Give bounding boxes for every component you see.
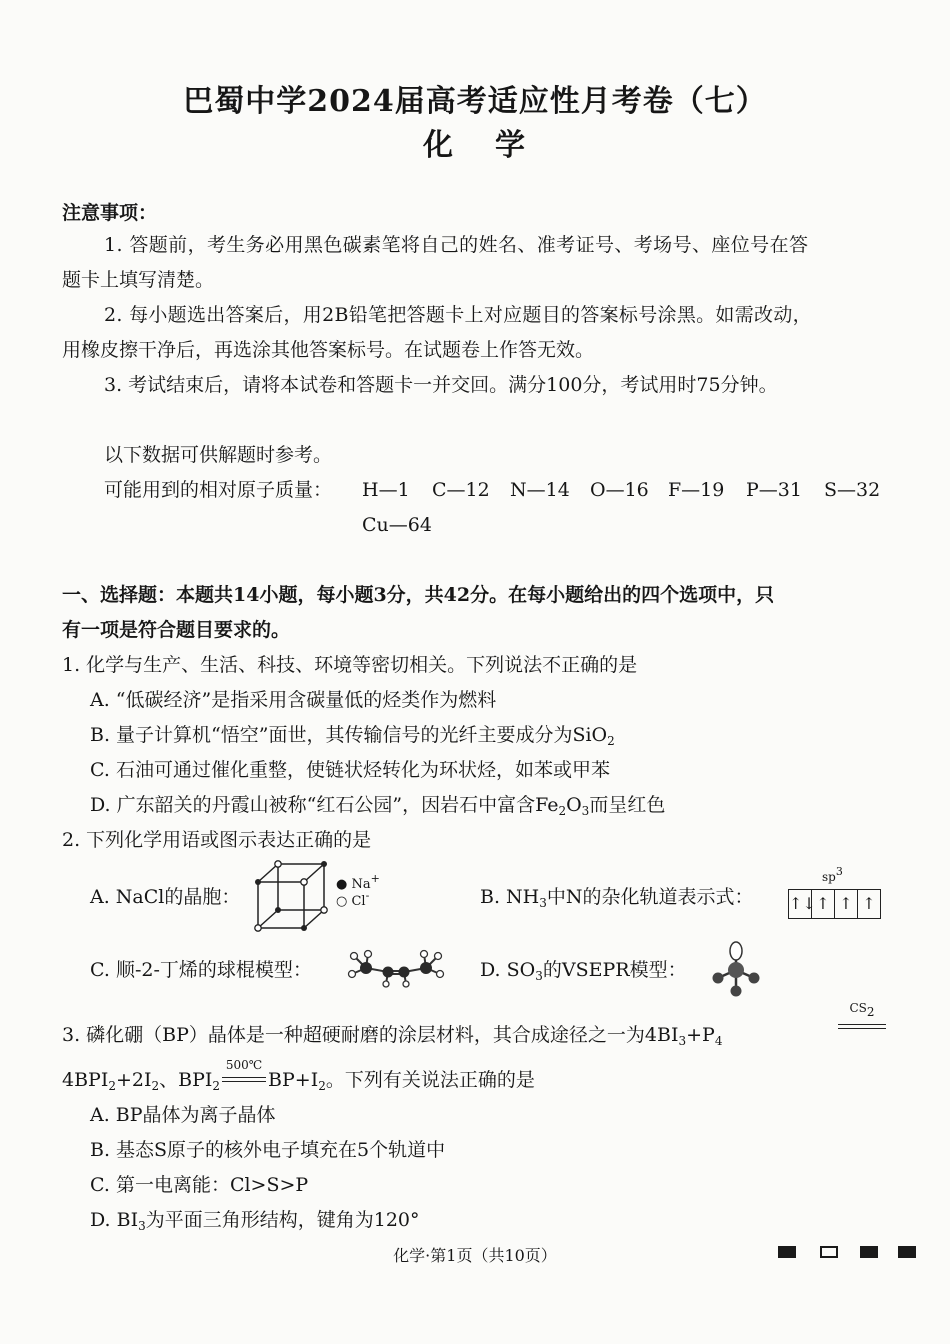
section-1-heading: 一、选择题：本题共14小题，每小题3分，共42分。在每小题给出的四个选项中，只 [62, 584, 775, 606]
q2-option-c-label: C. 顺-2-丁烯的球棍模型： [90, 959, 312, 981]
q3-option-a: A. BP晶体为离子晶体 [90, 1104, 276, 1126]
q3-stem-line-2: $4BPI_2+2I_2$、$BPI_2$ 500℃ $BP+I_2$。下列有关说法正确的是 [62, 1058, 535, 1093]
mass-f: F—19 [668, 479, 725, 501]
notice-item-2-cont: 用橡皮擦干净后，再选涂其他答案标号。在试题卷上作答无效。 [62, 339, 595, 361]
notice-heading: 注意事项： [62, 202, 158, 224]
mass-n: N—14 [510, 479, 570, 501]
registration-mark [820, 1246, 838, 1258]
nacl-unit-cell-diagram [252, 860, 332, 932]
registration-mark [860, 1246, 878, 1258]
orbital-box-3: ↑ [835, 890, 858, 918]
subject-title: 化学 [423, 128, 567, 163]
orbital-box-diagram [788, 889, 881, 919]
orbital-box-1: ↑↓ [789, 890, 812, 918]
mass-h: H—1 [362, 479, 410, 501]
registration-mark [778, 1246, 796, 1258]
reaction-condition-500c: 500℃ [222, 1067, 266, 1093]
q1-option-b: B. 量子计算机“悟空”面世，其传输信号的光纤主要成分为SiO$_2$ [90, 724, 615, 748]
sp3-label: $sp^3$ [822, 865, 843, 884]
mass-s: S—32 [824, 479, 881, 501]
legend-na: ● Na+ [336, 872, 380, 892]
orbital-box-2: ↑ [812, 890, 835, 918]
q2-option-d: D. $SO_3$的VSEPR模型： [480, 959, 687, 983]
mass-c: C—12 [432, 479, 490, 501]
notice-item-2: 2. 每小题选出答案后，用2B铅笔把答题卡上对应题目的答案标号涂黑。如需改动， [104, 304, 812, 326]
cis-2-butene-ball-stick-model [344, 944, 448, 988]
q3-option-d: D. $BI_3$为平面三角形结构，键角为120° [90, 1209, 420, 1233]
q2-option-a-label: A. NaCl的晶胞： [90, 886, 241, 908]
q1-option-c: C. 石油可通过催化重整，使链状烃转化为环状烃，如苯或甲苯 [90, 759, 610, 781]
notice-item-3: 3. 考试结束后，请将本试卷和答题卡一并交回。满分100分，考试用时75分钟。 [104, 374, 778, 396]
q1-option-a: A. “低碳经济”是指采用含碳量低的烃类作为燃料 [90, 689, 497, 711]
q1-option-d: D. 广东韶关的丹霞山被称“红石公园”，因岩石中富含$Fe_2O_3$而呈红色 [90, 794, 666, 818]
legend-cl: ○ Cl- [336, 889, 370, 909]
nacl-legend [336, 872, 380, 910]
notice-item-1-cont: 题卡上填写清楚。 [62, 269, 215, 291]
q3-option-c: C. 第一电离能：Cl>S>P [90, 1174, 309, 1196]
registration-mark [898, 1246, 916, 1258]
q1-stem: 1. 化学与生产、生活、科技、环境等密切相关。下列说法不正确的是 [62, 654, 638, 676]
q3-stem-line-1: 3. 磷化硼（BP）晶体是一种超硬耐磨的涂层材料，其合成途径之一为$4BI_3+P_4$ [62, 1024, 723, 1048]
atomic-mass-label: 可能用到的相对原子质量： [104, 479, 333, 501]
so3-vsepr-model [706, 940, 766, 998]
exam-title: 巴蜀中学2024届高考适应性月考卷（七） [183, 84, 767, 119]
mass-o: O—16 [590, 479, 649, 501]
reaction-condition-cs2: $CS_2$ [838, 1016, 886, 1038]
orbital-box-4: ↑ [862, 894, 876, 913]
section-1-heading-cont: 有一项是符合题目要求的。 [62, 619, 291, 641]
notice-item-1: 1. 答题前，考生务必用黑色碳素笔将自己的姓名、准考证号、考场号、座位号在答 [104, 234, 809, 256]
page-footer: 化学·第1页（共10页） [393, 1246, 557, 1265]
mass-cu: Cu—64 [362, 514, 432, 536]
q3-option-b: B. 基态S原子的核外电子填充在5个轨道中 [90, 1139, 446, 1161]
mass-p: P—31 [746, 479, 802, 501]
q2-option-b: B. $NH_3$中N的杂化轨道表示式： [480, 886, 754, 910]
reference-intro: 以下数据可供解题时参考。 [104, 444, 333, 466]
q2-stem: 2. 下列化学用语或图示表达正确的是 [62, 829, 372, 851]
